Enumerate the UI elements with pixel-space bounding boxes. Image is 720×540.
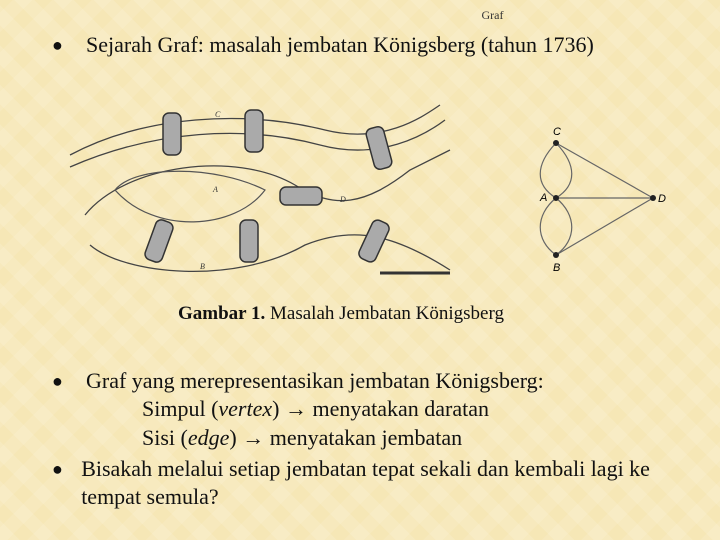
sub-edge-italic: edge	[187, 425, 230, 450]
caption-text: Masalah Jembatan Königsberg	[265, 303, 504, 324]
map-bridge-3	[365, 125, 393, 170]
bullet-dot-icon: ●	[52, 459, 63, 479]
graph-node-d	[650, 195, 656, 201]
konigsberg-map	[65, 95, 455, 285]
bullet-history	[52, 31, 594, 59]
map-bridge-4	[280, 187, 322, 205]
graph-node-b	[553, 252, 559, 258]
graph-label-b: B	[553, 262, 561, 274]
sub-vertex	[142, 395, 489, 423]
graph-label-c: C	[553, 126, 561, 138]
sub-edge	[142, 424, 462, 452]
map-label-c: C	[215, 110, 221, 119]
bullet-history-text: Sejarah Graf: masalah jembatan Königsberg (tahun 1736)	[86, 32, 594, 57]
graph-node-c	[553, 140, 559, 146]
bullet-graph-text: Graf yang merepresentasikan jembatan Königsberg:	[86, 368, 544, 393]
graph-edge-ab1	[540, 198, 556, 255]
bullet-dot-icon: ●	[52, 371, 63, 391]
graph-label-d: D	[658, 193, 666, 205]
map-label-a: A	[213, 185, 218, 194]
sub-edge-b: ) → menyatakan jembatan	[229, 425, 463, 450]
bullet-graph-representation	[52, 367, 544, 395]
bullet-dot-icon: ●	[52, 35, 63, 55]
sub-edge-a: Sisi (	[142, 425, 188, 450]
bullet-question-text: Bisakah melalui setiap jembatan tepat sekali dan kembali lagi ke tempat semula?	[81, 456, 650, 509]
map-label-b: B	[200, 262, 205, 271]
map-label-d: D	[340, 195, 346, 204]
caption-label: Gambar 1.	[178, 303, 266, 324]
map-bridge-2	[245, 110, 263, 152]
graph-node-a	[553, 195, 559, 201]
graph-label-a: A	[540, 192, 548, 204]
graph-edge-ca1	[540, 143, 556, 198]
map-bridge-1	[163, 113, 181, 155]
graph-edge-bd	[556, 198, 653, 255]
sub-vertex-italic: vertex	[218, 396, 273, 421]
figure-caption	[178, 303, 504, 325]
konigsberg-graph	[520, 120, 690, 280]
sub-vertex-a: Simpul (	[142, 396, 219, 421]
sub-vertex-b: ) → menyatakan daratan	[272, 396, 489, 421]
graph-edge-cd	[556, 143, 653, 198]
bullet-question	[52, 455, 692, 511]
map-bridge-7	[357, 218, 391, 264]
map-bridge-6	[240, 220, 258, 262]
slide-title: Graf	[481, 8, 504, 22]
map-bridge-5	[143, 218, 174, 264]
